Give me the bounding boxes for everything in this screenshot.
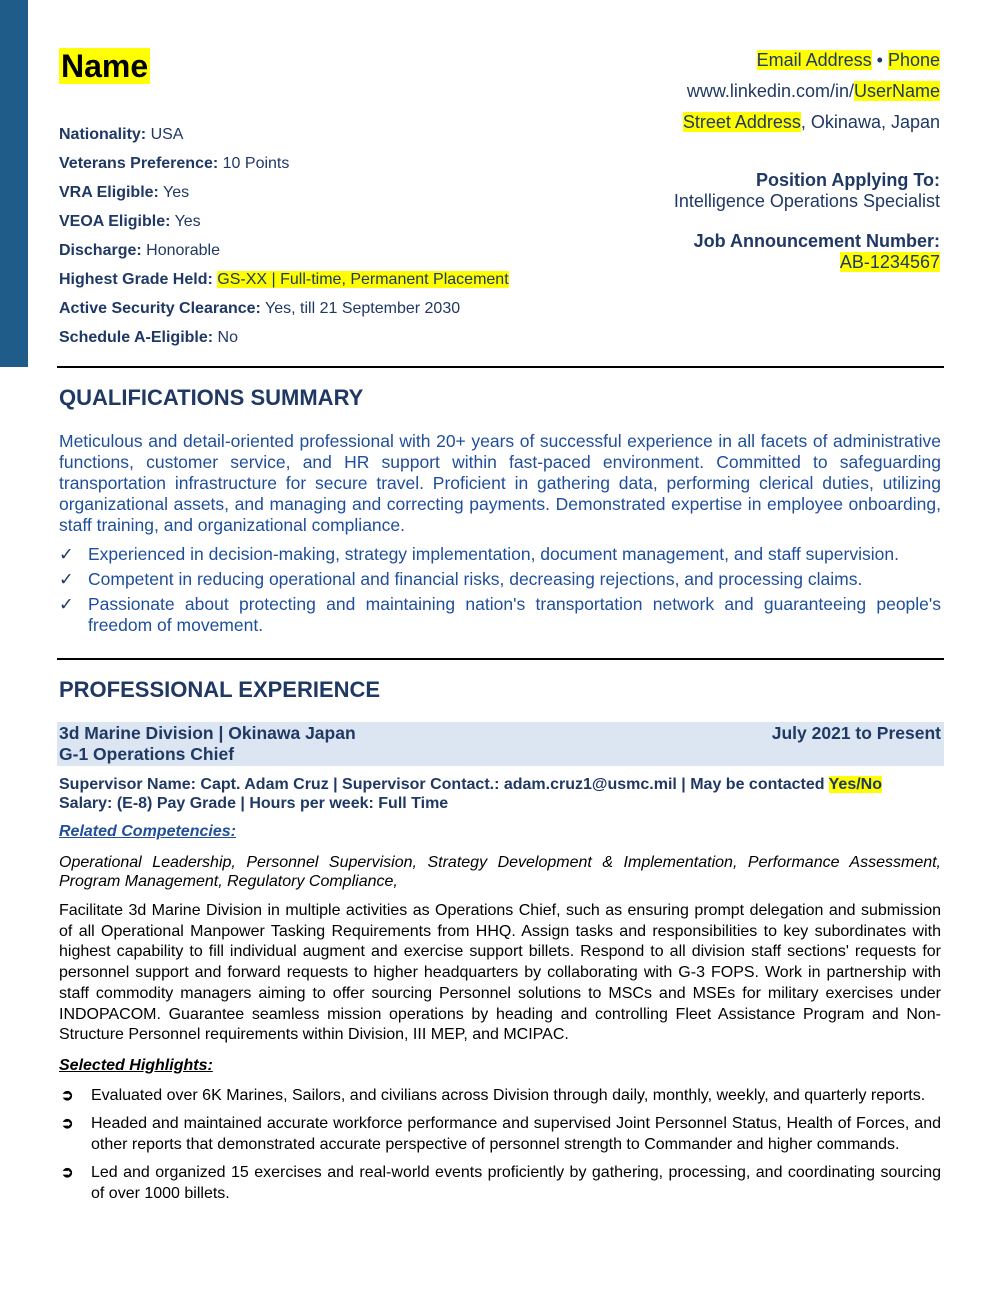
competencies-text: Operational Leadership, Personnel Supervision, Strategy Development & Implementation, Performance Assessment, Program Management, Regulatory Compliance,	[59, 854, 941, 890]
detail-label: VRA Eligible:	[59, 184, 159, 201]
list-item	[59, 594, 941, 636]
section-divider	[57, 366, 944, 368]
highlights-list	[59, 1085, 941, 1211]
detail-discharge	[59, 236, 509, 265]
list-item	[59, 1162, 941, 1204]
highlight-text: Evaluated over 6K Marines, Sailors, and civilians across Division through daily, monthly, weekly, and quarterly reports.	[91, 1087, 926, 1104]
detail-value: GS-XX | Full-time, Permanent Placement	[217, 271, 509, 288]
city-country: , Okinawa, Japan	[800, 112, 940, 132]
list-item	[59, 569, 941, 590]
supervisor-line	[59, 775, 882, 794]
detail-veterans-preference	[59, 149, 509, 178]
section-divider	[57, 658, 944, 660]
detail-security-clearance	[59, 294, 509, 323]
contact-line-email-phone	[683, 45, 940, 76]
position-value: Intelligence Operations Specialist	[673, 191, 940, 211]
street-address: Street Address	[682, 112, 801, 132]
arrow-bullet-icon: ➲	[61, 1087, 74, 1104]
contact-permission: Yes/No	[828, 776, 882, 793]
salary-line: Salary: (E-8) Pay Grade | Hours per week: Full Time	[59, 795, 449, 812]
linkedin-username[interactable]: UserName	[853, 81, 940, 101]
detail-highest-grade	[59, 265, 509, 294]
job-role: G-1 Operations Chief	[59, 744, 235, 764]
detail-nationality	[59, 120, 509, 149]
detail-value: USA	[150, 126, 184, 143]
candidate-details	[59, 120, 509, 352]
detail-label: Active Security Clearance:	[59, 300, 261, 317]
detail-value: No	[217, 329, 238, 346]
job-dates: July 2021 to Present	[771, 723, 941, 743]
contact-block	[683, 45, 940, 138]
contact-line-linkedin[interactable]	[683, 76, 940, 107]
check-icon: ✓	[59, 544, 74, 564]
detail-value: 10 Points	[222, 155, 290, 172]
detail-schedule-a	[59, 323, 509, 352]
detail-value: Yes	[174, 213, 201, 230]
job-heading	[59, 723, 356, 765]
detail-value: Honorable	[146, 242, 220, 259]
list-item	[59, 1085, 941, 1106]
highlights-label: Selected Highlights:	[59, 1057, 213, 1074]
detail-label: Highest Grade Held:	[59, 271, 213, 288]
job-announcement-number: AB-1234567	[839, 252, 940, 272]
detail-label: VEOA Eligible:	[59, 213, 171, 230]
bullet-text: Experienced in decision-making, strategy implementation, document management, and staff supervision.	[88, 544, 899, 564]
linkedin-prefix[interactable]: www.linkedin.com/in/	[686, 81, 854, 101]
phone-number[interactable]: Phone	[887, 50, 940, 70]
bullet-text: Competent in reducing operational and financial risks, decreasing rejections, and processing claims.	[88, 569, 863, 589]
detail-value: Yes	[163, 184, 190, 201]
bullet-text: Passionate about protecting and maintaining nation's transportation network and guaranteeing people's freedom of movement.	[88, 594, 941, 635]
detail-vra-eligible	[59, 178, 509, 207]
job-organization: 3d Marine Division | Okinawa Japan	[59, 723, 356, 743]
qualifications-title: QUALIFICATIONS SUMMARY	[59, 385, 364, 410]
detail-value: Yes, till 21 September 2030	[265, 300, 461, 317]
contact-line-address	[683, 107, 940, 138]
experience-title: PROFESSIONAL EXPERIENCE	[59, 677, 381, 702]
supervisor-text: Supervisor Name: Capt. Adam Cruz | Supervisor Contact.: adam.cruz1@usmc.mil | May be contacted	[59, 776, 829, 793]
detail-label: Schedule A-Eligible:	[59, 329, 214, 346]
sidebar-accent-bar	[0, 0, 28, 367]
highlight-text: Led and organized 15 exercises and real-world events proficiently by gathering, processing, and coordinating sourcing of over 1000 billets.	[91, 1164, 941, 1202]
competencies-label: Related Competencies:	[59, 823, 236, 840]
arrow-bullet-icon: ➲	[61, 1115, 74, 1132]
highlight-text: Headed and maintained accurate workforce performance and supervised Joint Personnel Status, Health of Forces, and other reports that demonstrated accurate perspective of personnel strength to Commander and higher commands.	[91, 1115, 941, 1153]
supervisor-info	[59, 775, 882, 813]
qualifications-bullets	[59, 544, 941, 640]
contact-separator: •	[871, 50, 888, 70]
detail-veoa-eligible	[59, 207, 509, 236]
position-label: Position Applying To:	[756, 170, 940, 190]
position-block	[674, 170, 940, 273]
job-duties: Facilitate 3d Marine Division in multiple activities as Operations Chief, such as ensuring prompt delegation and submission of all Operational Manpower Tasking Requirements from HHQ. Assign tasks and responsibilities to key subordinates with highest capability to fill individual augment and exercise support billets. Respond to all division staff sections' requests for personnel support and forward requests to higher headquarters by collaborating with G-3 FOPS. Work in partnership with staff commodity managers aiming to offer sourcing Personnel solutions to MSCs and MSEs for military exercises under INDOPACOM. Guarantee seamless mission operations by heading and controlling Fleet Assistance Program and Non-Structure Personnel requirements within Division, III MEP, and MCIPAC.	[59, 902, 941, 1044]
job-announcement-label: Job Announcement Number:	[693, 231, 940, 251]
list-item	[59, 1113, 941, 1155]
check-icon: ✓	[59, 569, 74, 589]
detail-label: Discharge:	[59, 242, 142, 259]
candidate-name: Name	[61, 48, 149, 84]
check-icon: ✓	[59, 594, 74, 614]
detail-label: Nationality:	[59, 126, 147, 143]
arrow-bullet-icon: ➲	[61, 1164, 74, 1181]
email-address[interactable]: Email Address	[756, 50, 872, 70]
detail-label: Veterans Preference:	[59, 155, 219, 172]
qualifications-summary: Meticulous and detail-oriented professional with 20+ years of successful experience in all facets of administrative functions, customer service, and HR support within fast-paced environment. Committed to safeguarding transportation infrastructure for secure travel. Proficient in gathering data, performing clerical duties, utilizing organizational assets, and managing and correcting payments. Demonstrated expertise in employee onboarding, staff training, and organizational compliance.	[59, 431, 941, 535]
list-item	[59, 544, 941, 565]
